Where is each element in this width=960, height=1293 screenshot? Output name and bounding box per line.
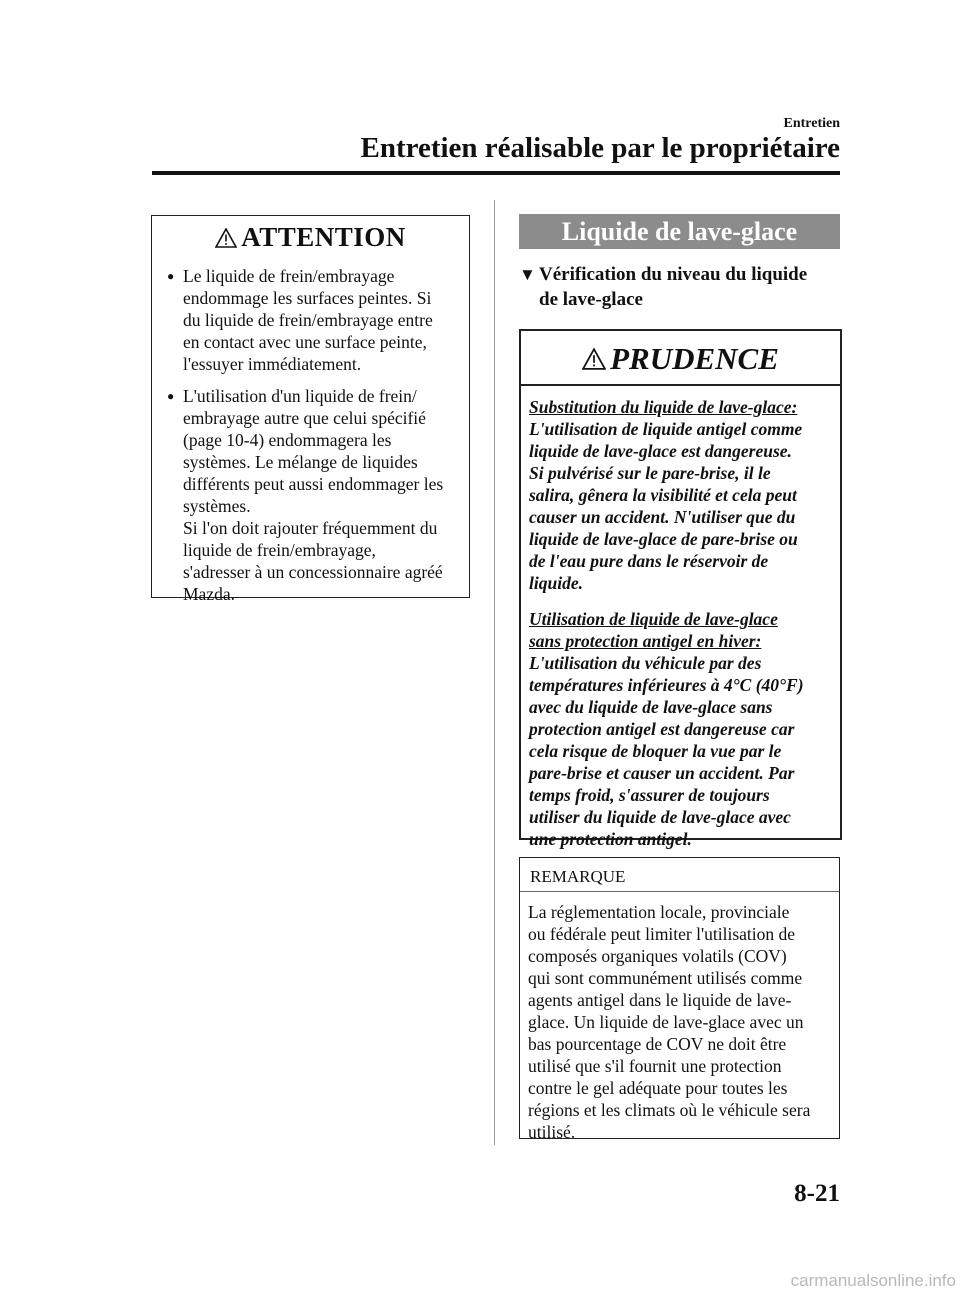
bullet-icon: ● — [167, 269, 175, 283]
header-rule — [152, 171, 840, 175]
remarque-box — [519, 857, 840, 1142]
attention-item-text: L'utilisation d'un liquide de frein/ embrayage autre que celui spécifié (page 10-4) endommagera les systèmes. Le mélange de liquides différents peut aussi endommager les systèmes. Si l'on doit rajouter fréquemment du liquide de frein/embrayage, s'adresser à un concessionnaire agréé Mazda. — [183, 386, 444, 604]
bullet-icon: ● — [167, 389, 175, 403]
attention-heading — [152, 222, 469, 253]
prudence-heading — [521, 331, 840, 386]
prudence-para2-heading: Utilisation de liquide de lave-glace sans protection antigel en hiver: — [529, 609, 778, 651]
prudence-title: PRUDENCE — [610, 341, 779, 376]
section-title-banner: Liquide de lave-glace — [519, 214, 840, 249]
attention-item-text: Le liquide de frein/embrayage endommage les surfaces peintes. Si du liquide de frein/embrayage entre en contact avec une surface peinte, l'essuyer immédiatement. — [183, 266, 433, 374]
attention-title: ATTENTION — [241, 222, 406, 252]
prudence-para1-heading: Substitution du liquide de lave-glace: — [529, 397, 798, 417]
page-number: 8-21 — [794, 1180, 840, 1207]
prudence-body — [521, 386, 840, 850]
list-item — [152, 385, 469, 605]
attention-box — [151, 215, 470, 604]
warning-icon — [582, 348, 606, 370]
running-header-section: Entretien — [783, 116, 840, 131]
warning-icon — [215, 228, 237, 248]
remarque-text: La réglementation locale, provinciale ou fédérale peut limiter l'utilisation de composés organiques volatils (COV) qui sont communément utilisés comme agents antigel dans le liquide de lave- glace. Un liquide de lave-glace avec un bas pourcentage de COV ne doit être utilisé que s'il fournit une protection contre le gel adéquate pour toutes les régions et les climats où le véhicule sera utilisé. — [528, 902, 811, 1142]
column-divider — [494, 200, 495, 1145]
prudence-para1-text: L'utilisation de liquide antigel comme liquide de lave-glace est dangereuse. Si pulvérisé sur le pare-brise, il le salira, gênera la visibilité et cela peut causer un accident. N'utiliser que du liquide de lave-glace de pare-brise ou de l'eau pure dans le réservoir de liquide. — [529, 419, 803, 593]
subheading-text: Vérification du niveau du liquide de lave-glace — [539, 264, 808, 310]
watermark: carmanualsonline.info — [734, 1269, 960, 1293]
down-triangle-icon: ▼ — [519, 265, 536, 284]
attention-list — [152, 265, 469, 605]
subheading — [519, 262, 840, 312]
prudence-para2-text: L'utilisation du véhicule par des températures inférieures à 4°C (40°F) avec du liquide de lave-glace sans protection antigel est dangereuse car cela risque de bloquer la vue par le pare-brise et causer un accident. Par temps froid, s'assurer de toujours utiliser du liquide de lave-glace avec une protection antigel. — [529, 653, 804, 849]
running-header-title: Entretien réalisable par le propriétaire — [360, 132, 840, 164]
list-item — [152, 265, 469, 375]
remarque-title: REMARQUE — [520, 858, 839, 892]
prudence-box — [519, 329, 842, 849]
